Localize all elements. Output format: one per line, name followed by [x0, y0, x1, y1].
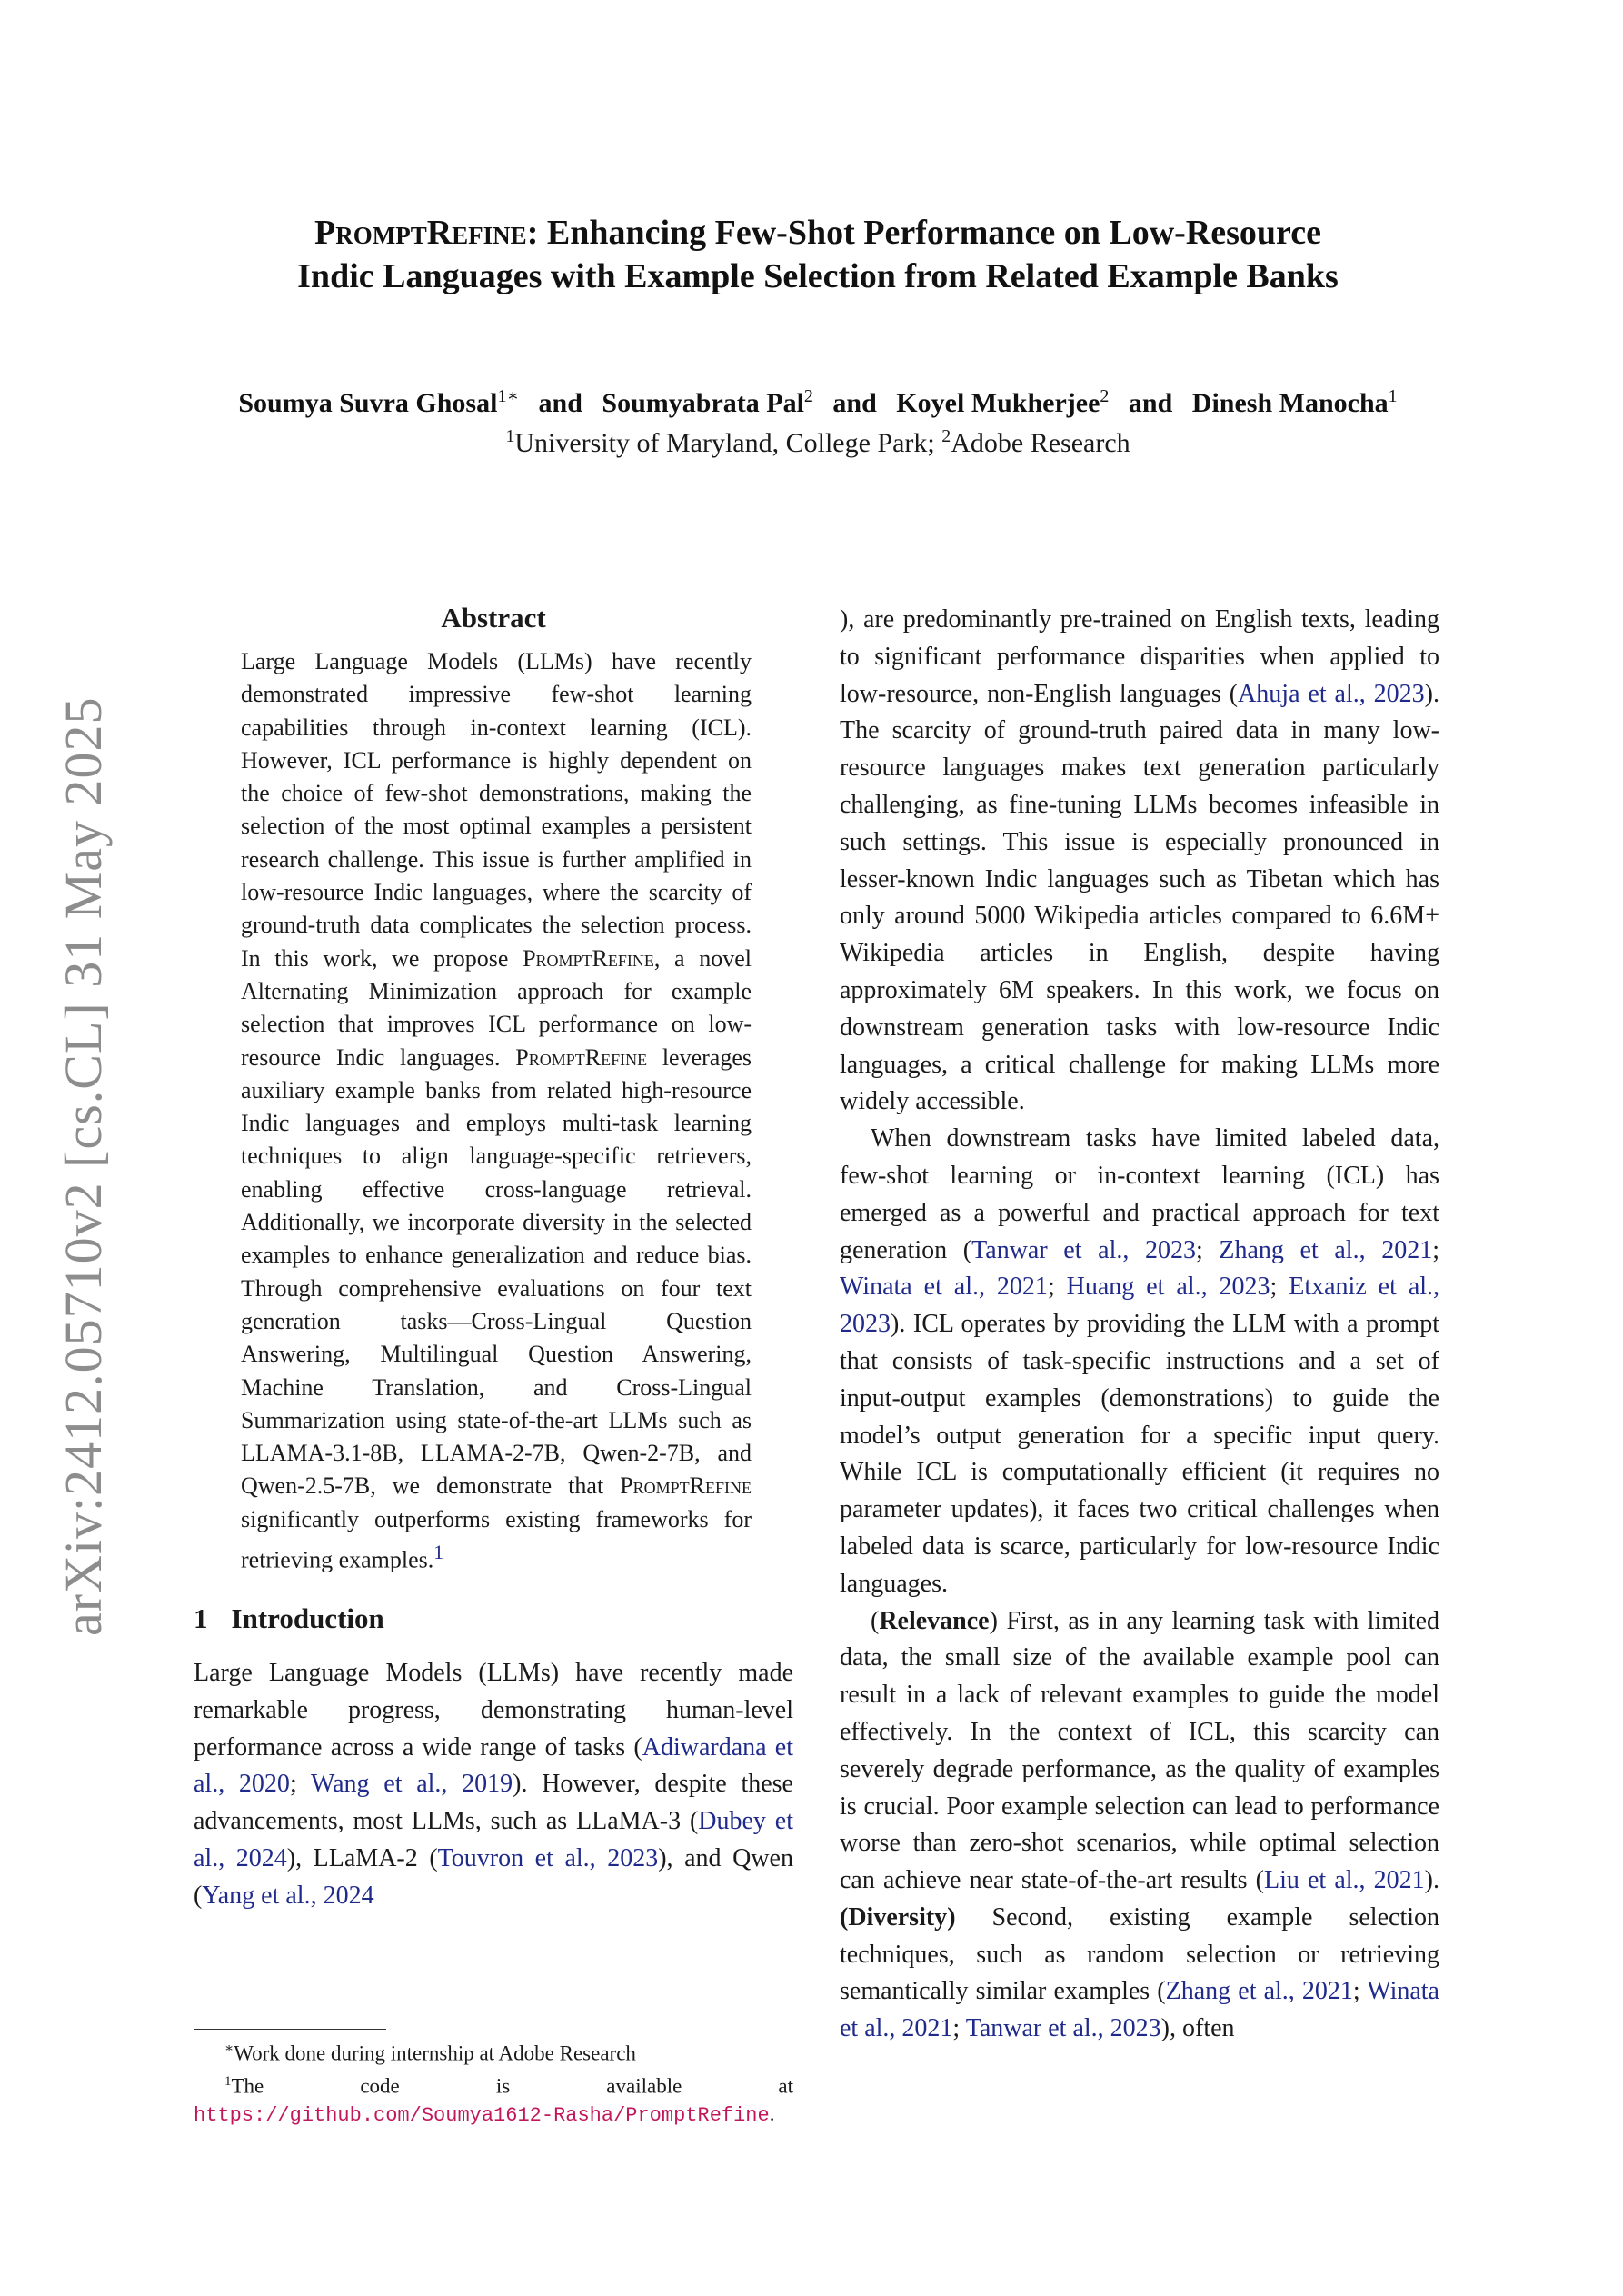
bold-term-diversity: Diversity — [848, 1902, 948, 1932]
citation-link[interactable]: Winata et al., 2021 — [840, 1977, 1439, 2043]
author-separator: and — [832, 388, 877, 418]
author-list — [118, 378, 1518, 422]
footnote-link[interactable]: 1 — [433, 1542, 444, 1564]
citation-link[interactable]: Etxaniz et al., 2023 — [840, 1273, 1440, 1339]
author-name: Dinesh Manocha — [1191, 388, 1389, 418]
abstract-heading: Abstract — [441, 602, 546, 634]
body-text: ). ICL operates by providing the LLM with a prompt that consists of task-specific instructions and a set of input-output examples (demonstrations) to guide the model’s output generation for a specific input query. While ICL is computationally efficient (it requires no parameter updates), it faces two critical challenges when labeled data is scarce, particularly for low-resource Indic languages. — [840, 1310, 1439, 1598]
section-heading-introduction — [194, 1601, 793, 1637]
affiliation-mark: 2 — [941, 426, 951, 446]
bold-term-relevance: Relevance — [879, 1606, 990, 1635]
citation-link[interactable]: Winata et al., 2021 — [840, 1273, 1048, 1302]
abstract-text: , a novel Alternating Minimization approach for example selection that improves ICL performance on low-resource Indic languages. — [241, 944, 752, 1071]
body-text: ), often — [1160, 2014, 1235, 2043]
paper-title — [164, 211, 1472, 298]
intro-paragraph-3: (Relevance) First, as in any learning task with limited data, the small size of the available example pool can result in a lack of relevant examples to guide the model effectively. In the context of ICL, this scarcity can severely degrade performance, as the quality of examples is crucial. Poor example selection can lead to performance worse than zero-shot scenarios, while optimal selection can achieve near state-of-the-art results (Liu et al., 2021). (Diversity) Second, existing example selection techniques, such as random selection or retrieving semantically similar examples (Zhang et al., 2021; Winata et al., 2021; Tanwar et al., 2023), often — [840, 1606, 1439, 2043]
intro-paragraph-1 — [194, 1655, 793, 1915]
body-text: ). The scarcity of ground-truth paired data in many low-resource languages makes text generation particularly challenging, as fine-tuning LLMs becomes infeasible in such settings. This issue is especially pronounced in lesser-known Indic languages such as Tibetan which has only around 5000 Wikipedia articles compared to 6.6M+ Wikipedia articles in English, despite having approximately 6M speakers. In this work, we focus on downstream generation tasks with low-resource Indic languages, a critical challenge for making LLMs more widely accessible. — [840, 679, 1439, 1116]
affiliation-2: Adobe Research — [951, 428, 1130, 458]
footnotes — [194, 2029, 793, 2130]
author-name: Koyel Mukherjee — [896, 388, 1100, 418]
body-text: Second, existing example selection techniques, such as random selection or retrieving semantically similar examples ( — [840, 1902, 1439, 2006]
citation-link[interactable]: Dubey et al., 2024 — [194, 1807, 793, 1872]
footnote-divider — [194, 2029, 386, 2030]
code-url-link[interactable]: https://github.com/Soumya1612-Rasha/PromptRefine — [194, 2104, 770, 2128]
footnote-text: . — [769, 2102, 775, 2126]
author-separator: and — [538, 388, 582, 418]
abstract-body — [241, 645, 752, 1577]
left-column — [194, 600, 793, 1915]
citation-link[interactable]: Wang et al., 2019 — [310, 1770, 513, 1799]
body-text: Large Language Models (LLMs) have recently made remarkable progress, demonstrating human-level performance across a wide range of tasks ( — [194, 1658, 793, 1762]
citation-link[interactable]: Tanwar et al., 2023 — [971, 1235, 1196, 1264]
method-name: PromptRefine — [515, 1043, 648, 1071]
author-affiliation-mark: 1∗ — [497, 386, 520, 406]
body-text: ). — [1424, 1866, 1439, 1895]
abstract-text: significantly outperforms existing frameworks for retrieving examples. — [241, 1505, 752, 1573]
title-line-2: Indic Languages with Example Selection from Related Example Banks — [297, 257, 1339, 295]
body-text: First, as in any learning task with limited data, the small size of the available example pool can result in a lack of relevant examples to guide the model effectively. In the context of ICL, this scarcity can severely degrade performance, as the quality of examples is crucial. Poor example selection can lead to performance worse than zero-shot scenarios, while optimal selection can achieve near state-of-the-art results ( — [840, 1606, 1439, 1895]
affiliation-mark: 1 — [505, 426, 515, 446]
title-line-1-rest: : Enhancing Few-Shot Performance on Low-Resource — [526, 214, 1321, 252]
body-text: ; — [1352, 1977, 1368, 2006]
author-affiliation-mark: 1 — [1388, 386, 1398, 406]
body-text: ; — [1047, 1273, 1067, 1302]
body-text: ; — [952, 2014, 966, 2043]
abstract-text: leverages auxiliary example banks from related high-resource Indic languages and employs multi-task learning techniques to align language-specific retrievers, enabling effective cross-language retrieval. Additionally, we incorporate diversity in the selected examples to enhance generalization and reduce bias. Through comprehensive evaluations on four text generation tasks—Cross-Lingual Question Answering, Multilingual Question Answering, Machine Translation, and Cross-Lingual Summarization using state-of-the-art LLMs such as LLAMA-3.1-8B, LLAMA-2-7B, Qwen-2-7B, and Qwen-2.5-7B, we demonstrate that — [241, 1043, 752, 1500]
citation-link[interactable]: Tanwar et al., 2023 — [965, 2014, 1161, 2043]
body-text: ; — [1432, 1235, 1439, 1264]
title-line-1 — [164, 211, 1472, 255]
right-column — [840, 602, 1439, 2048]
footnote-text: The code is available at — [231, 2074, 793, 2098]
citation-link[interactable]: Ahuja et al., 2023 — [1238, 679, 1425, 708]
footnote-text: Work done during internship at Adobe Research — [234, 2041, 636, 2065]
author-separator: and — [1128, 388, 1173, 418]
intro-paragraph-1-continued — [840, 602, 1439, 1121]
author-affiliation-mark: 2 — [803, 386, 813, 406]
body-text: ), are predominantly pre-trained on English texts, leading to significant performance disparities when applied to low-resource, non-English languages ( — [840, 605, 1439, 708]
footnote-1 — [194, 2035, 793, 2068]
citation-link[interactable]: Liu et al., 2021 — [1263, 1866, 1425, 1895]
affiliation-1: University of Maryland, College Park; — [514, 428, 942, 458]
body-text: ). However, despite these advancements, most LLMs, such as LLaMA-3 ( — [194, 1770, 793, 1836]
citation-link[interactable]: Touvron et al., 2023 — [437, 1843, 659, 1872]
method-name: PromptRefine — [620, 1472, 752, 1500]
citation-link[interactable]: Zhang et al., 2021 — [1219, 1235, 1433, 1264]
intro-paragraph-2 — [840, 1121, 1439, 1602]
section-number: 1 — [194, 1602, 208, 1634]
abstract-text: Large Language Models (LLMs) have recently demonstrated impressive few-shot learning capabilities through in-context learning (ICL). However, ICL performance is highly dependent on the choice of few-shot demonstrations, making the selection of the most optimal examples a persistent research challenge. This issue is further amplified in low-resource Indic languages, where the scarcity of ground-truth data complicates the selection process. In this work, we propose — [241, 648, 752, 972]
section-title: Introduction — [231, 1602, 384, 1634]
citation-link[interactable]: Yang et al., 2024 — [202, 1881, 374, 1910]
citation-link[interactable]: Huang et al., 2023 — [1066, 1273, 1270, 1302]
title-method-name: PromptRefine — [314, 214, 527, 252]
author-affiliation-mark: 2 — [1100, 386, 1110, 406]
footnote-mark: 1 — [224, 2073, 232, 2089]
citation-link[interactable]: Adiwardana et al., 2020 — [194, 1732, 793, 1799]
method-name: PromptRefine — [523, 944, 654, 972]
footnote-mark: ∗ — [224, 2041, 234, 2056]
body-text: ), and Qwen ( — [194, 1843, 793, 1910]
footnote-2 — [194, 2068, 793, 2131]
body-text: ), LLaMA-2 ( — [286, 1843, 438, 1872]
arxiv-side-stamp: arXiv:2412.05710v2 [cs.CL] 31 May 2025 — [54, 696, 113, 1636]
body-text: ; — [1195, 1235, 1220, 1264]
body-text: ; — [1270, 1273, 1289, 1302]
affiliations — [118, 418, 1518, 462]
body-text: ; — [289, 1770, 311, 1799]
author-name: Soumya Suvra Ghosal — [238, 388, 498, 418]
body-text: When downstream tasks have limited labeled data, few-shot learning or in-context learning (ICL) has emerged as a powerful and practical approach for text generation ( — [840, 1124, 1439, 1264]
citation-link[interactable]: Zhang et al., 2021 — [1165, 1977, 1353, 2006]
author-name: Soumyabrata Pal — [602, 388, 804, 418]
